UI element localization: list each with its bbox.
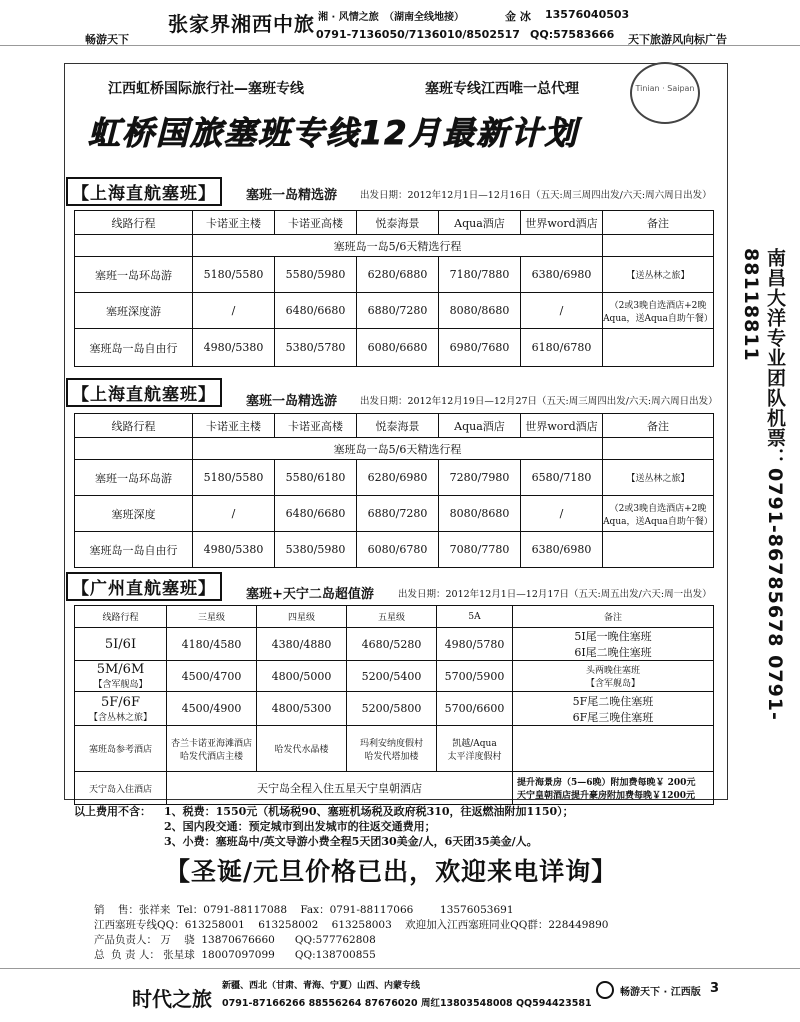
section3-title: 塞班+天宁二岛超值游 [246, 587, 374, 602]
fees-prefix: 以上费用不含： [74, 805, 151, 818]
s3-r1-v4: 5700/5900 [437, 661, 513, 692]
s3-r0-v2: 4380/4880 [257, 628, 347, 661]
s1-r2-v1: 4980/5380 [193, 329, 275, 367]
s2-h3: 悦泰海景 [357, 414, 439, 438]
s3-hotel-1: 杏兰卡诺亚海滩酒店 哈发代酒店主楼 [167, 726, 257, 772]
s1-r0-v5: 6380/6980 [521, 257, 603, 293]
table-row [75, 293, 714, 329]
footer-phones: 0791-87166266 88556264 87676020 周红13803548008 QQ594423581 [222, 998, 592, 1009]
s3-r2-v4: 5700/6600 [437, 692, 513, 726]
promo-banner: 【圣诞/元旦价格已出，欢迎来电详询】 [165, 857, 618, 886]
section1-date: 出发日期：2012年12月1日—12月16日（五天:周三周四出发/六天:周六周日出发） [360, 190, 712, 201]
s1-subheader: 塞班岛一岛5/6天精选行程 [193, 235, 603, 257]
contact-line4: 总 负 责 人： 张星球 18007097099 QQ:138700855 [94, 949, 376, 961]
s3-r1-name [75, 661, 167, 692]
s2-subheader: 塞班岛一岛5/6天精选行程 [193, 438, 603, 460]
s1-r1-note: （2或3晚自选酒店+2晚Aqua，送Aqua自助午餐） [603, 293, 714, 329]
s3-r1-v3: 5200/5400 [347, 661, 437, 692]
s1-r0-v3: 6280/6880 [357, 257, 439, 293]
s1-r2-v4: 6980/7680 [439, 329, 521, 367]
s2-r1-v1: / [193, 496, 275, 532]
table-row [75, 772, 714, 805]
section3-date: 出发日期：2012年12月1日—12月17日（五天:周五出发/六天:周一出发） [398, 589, 712, 600]
contact-line1: 销 售：张祥来 Tel：0791-88117088 Fax：0791-88117066 13576053691 [94, 904, 514, 916]
s1-r0-v1: 5180/5580 [193, 257, 275, 293]
s1-r1-v5: / [521, 293, 603, 329]
s2-h1: 卡诺亚主楼 [193, 414, 275, 438]
s2-r2-v1: 4980/5380 [193, 532, 275, 568]
table-row [75, 692, 714, 726]
s3-hotel-label: 塞班岛参考酒店 [75, 726, 167, 772]
s1-h5: 世界word酒店 [521, 211, 603, 235]
s2-r0-v4: 7280/7980 [439, 460, 521, 496]
header-company: 张家界湘西中旅 [168, 12, 315, 36]
s2-h2: 卡诺亚高楼 [275, 414, 357, 438]
s2-r2-v2: 5380/5980 [275, 532, 357, 568]
main-title: 虹桥国旅塞班专线12月最新计划 [88, 114, 579, 152]
s1-r2-v2: 5380/5780 [275, 329, 357, 367]
s1-h3: 悦泰海景 [357, 211, 439, 235]
s3-r0-v4: 4980/5780 [437, 628, 513, 661]
s2-r2-v5: 6380/6980 [521, 532, 603, 568]
s2-r0-v2: 5580/6180 [275, 460, 357, 496]
header-slogan2: （湖南全线地接） [384, 12, 464, 23]
section1-badge [66, 177, 222, 206]
s3-h0: 线路行程 [75, 606, 167, 628]
s2-h6: 备注 [603, 414, 714, 438]
header-phones: 0791-7136050/7136010/8502517 [316, 28, 520, 41]
s3-h2: 四星级 [257, 606, 347, 628]
s3-r2-v3: 5200/5800 [347, 692, 437, 726]
section3-badge-text: 【广州直航塞班】 [66, 572, 222, 601]
section3-table [74, 605, 714, 805]
s2-r0-v5: 6580/7180 [521, 460, 603, 496]
s1-r1-v3: 6880/7280 [357, 293, 439, 329]
s2-r0-v1: 5180/5580 [193, 460, 275, 496]
table-row [75, 257, 714, 293]
intro-agency: 江西虹桥国际旅行社—塞班专线 [108, 81, 304, 97]
s1-h2: 卡诺亚高楼 [275, 211, 357, 235]
footer-right: 畅游天下 · 江西版 [620, 987, 701, 998]
s3-r1-note2: 【含军舰岛】 [585, 679, 640, 689]
s1-r0-note: 【送丛林之旅】 [603, 257, 714, 293]
s2-h5: 世界word酒店 [521, 414, 603, 438]
s3-r0-note2: 6I尾二晚住塞班 [574, 646, 652, 659]
s1-h1: 卡诺亚主楼 [193, 211, 275, 235]
header-contact-name: 金 冰 [505, 10, 531, 23]
table-row [75, 661, 714, 692]
s3-r1-sub: 【含军舰岛】 [93, 680, 148, 690]
s3-r2-note [513, 692, 714, 726]
s1-r0-v2: 5580/5980 [275, 257, 357, 293]
header-slogan: 湘 · 风情之旅 [318, 12, 379, 23]
s1-h6: 备注 [603, 211, 714, 235]
stamp-logo [630, 62, 700, 124]
s2-r2-v4: 7080/7780 [439, 532, 521, 568]
s3-r0-name-text: 5I/6I [104, 636, 137, 652]
s2-r1-v5: / [521, 496, 603, 532]
table-row [75, 628, 714, 661]
fees-line3: 3、小费：塞班岛中/英文导游小费全程5天团30美金/人，6天团35美金/人。 [164, 835, 538, 848]
s3-r0-v1: 4180/4580 [167, 628, 257, 661]
footer-brand: 时代之旅 [132, 987, 212, 1011]
s3-r0-name [75, 628, 167, 661]
s3-upgrade1: 提升海景房（5—6晚）附加费每晚￥ 200元 [517, 778, 696, 788]
s1-r0-name: 塞班一岛环岛游 [75, 257, 193, 293]
s3-r2-name-text: 5F/6F [101, 694, 140, 710]
section1-badge-text: 【上海直航塞班】 [66, 177, 222, 206]
s2-r1-name: 塞班深度 [75, 496, 193, 532]
s3-r0-note [513, 628, 714, 661]
s1-r1-name: 塞班深度游 [75, 293, 193, 329]
s3-hotel-3: 玛利安纳度假村 哈发代塔加楼 [347, 726, 437, 772]
section2-table [74, 413, 714, 568]
s1-h0: 线路行程 [75, 211, 193, 235]
s3-h1: 三星级 [167, 606, 257, 628]
s2-r2-note [603, 532, 714, 568]
table-row [75, 460, 714, 496]
s3-h5: 备注 [513, 606, 714, 628]
s2-r1-v3: 6880/7280 [357, 496, 439, 532]
s3-r0-v3: 4680/5280 [347, 628, 437, 661]
table-row [75, 726, 714, 772]
s1-r0-v4: 7180/7880 [439, 257, 521, 293]
s3-r1-v2: 4800/5000 [257, 661, 347, 692]
table-row [75, 329, 714, 367]
footer-routes: 新疆、西北（甘肃、青海、宁夏）山西、内蒙专线 [222, 981, 421, 991]
footer-logo-icon [596, 981, 614, 999]
s1-r2-v3: 6080/6680 [357, 329, 439, 367]
page-number: 3 [710, 981, 720, 996]
s3-hotel-4: 凯越/Aqua 太平洋度假村 [437, 726, 513, 772]
section3-badge [66, 572, 222, 601]
s2-r0-name: 塞班一岛环岛游 [75, 460, 193, 496]
s1-r2-note [603, 329, 714, 367]
s2-h0: 线路行程 [75, 414, 193, 438]
s3-r2-v1: 4500/4900 [167, 692, 257, 726]
s3-h3: 五星级 [347, 606, 437, 628]
section2-badge-text: 【上海直航塞班】 [66, 378, 222, 407]
stamp-text: Tinian · Saipan [635, 84, 695, 93]
s1-r2-name: 塞班岛一岛自由行 [75, 329, 193, 367]
s3-r1-note [513, 661, 714, 692]
contact-line2: 江西塞班专线QQ：613258001 613258002 613258003 欢迎加入江西塞班同业QQ群：228449890 [94, 919, 609, 931]
s2-r1-note: （2或3晚自选酒店+2晚Aqua，送Aqua自助午餐） [603, 496, 714, 532]
footer [0, 968, 800, 1022]
header-right: 天下旅游风向标广告 [628, 33, 727, 46]
s3-upgrade2: 天宁皇朝酒店提升豪房附加费每晚￥1200元 [517, 791, 696, 801]
intro-agent: 塞班专线江西唯一总代理 [425, 81, 579, 97]
s3-r2-sub: 【含丛林之旅】 [88, 712, 152, 723]
section2-title: 塞班一岛精选游 [246, 394, 338, 409]
s2-r1-v2: 6480/6680 [275, 496, 357, 532]
s3-r1-v1: 4500/4700 [167, 661, 257, 692]
s2-r1-v4: 8080/8680 [439, 496, 521, 532]
s2-r2-v3: 6080/6780 [357, 532, 439, 568]
s1-r1-v1: / [193, 293, 275, 329]
s3-r2-name [75, 692, 167, 726]
s3-upgrade [513, 772, 714, 805]
section2-date: 出发日期：2012年12月19日—12月27日（五天:周三周四出发/六天:周六周日出发） [360, 396, 718, 407]
s1-r2-v5: 6180/6780 [521, 329, 603, 367]
s2-r0-v3: 6280/6980 [357, 460, 439, 496]
s3-r2-note1: 5F尾二晚住塞班 [572, 694, 654, 708]
header-mobile: 13576040503 [545, 8, 630, 21]
s1-r1-v4: 8080/8680 [439, 293, 521, 329]
contact-line3: 产品负责人： 万 骁 13870676660 QQ:577762808 [94, 934, 376, 946]
s2-r0-note: 【送丛林之旅】 [603, 460, 714, 496]
s3-tinian-text: 天宁岛全程入住五星天宁皇朝酒店 [167, 772, 513, 805]
s2-r2-name: 塞班岛一岛自由行 [75, 532, 193, 568]
s1-r1-v2: 6480/6680 [275, 293, 357, 329]
s1-h4: Aqua酒店 [439, 211, 521, 235]
s3-tinian-label: 天宁岛入住酒店 [75, 772, 167, 805]
table-row [75, 532, 714, 568]
section1-title: 塞班一岛精选游 [246, 188, 338, 203]
s3-r1-note1: 头两晚住塞班 [585, 666, 640, 676]
s2-h4: Aqua酒店 [439, 414, 521, 438]
top-header [0, 0, 800, 46]
side-ticket-ad: 南昌大洋专业团队机票：0791-86785678 0791-88118811 [740, 248, 786, 721]
fees-line1: 1、税费：1550元（机场税90、塞班机场税及政府税310，往返燃油附加1150）； [164, 805, 574, 818]
s3-r2-note2: 6F尾三晚住塞班 [572, 710, 654, 724]
s3-h4: 5A [437, 606, 513, 628]
section1-table [74, 210, 714, 367]
s3-r0-note1: 5I尾一晚住塞班 [574, 630, 652, 643]
header-qq: QQ:57583666 [530, 28, 615, 41]
table-row [75, 496, 714, 532]
s3-hotel-2: 哈发代水晶楼 [257, 726, 347, 772]
section2-badge [66, 378, 222, 407]
s3-r2-v2: 4800/5300 [257, 692, 347, 726]
header-left: 畅游天下 [85, 33, 129, 46]
fees-line2: 2、国内段交通：预定城市到出发城市的往返交通费用； [164, 820, 436, 833]
s3-r1-name-text: 5M/6M [96, 662, 145, 677]
